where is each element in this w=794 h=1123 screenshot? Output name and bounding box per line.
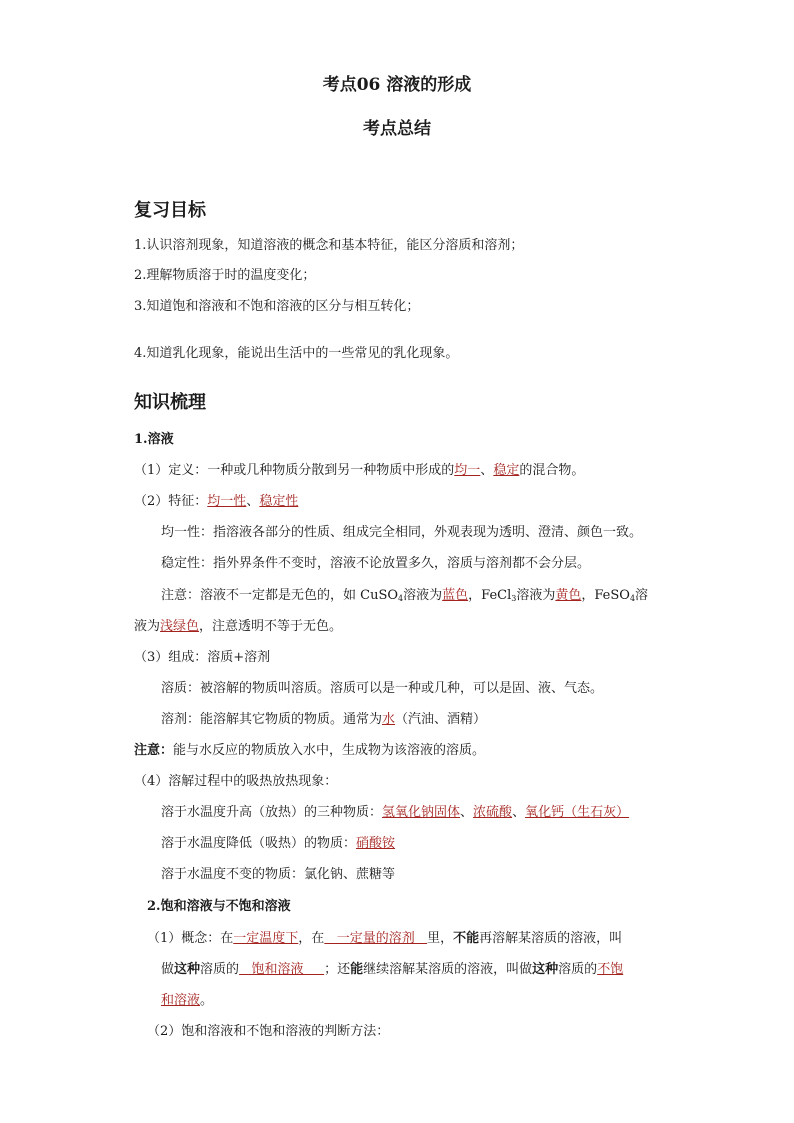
answer-certain-temperature: 一定温度下 [233, 931, 299, 946]
judge-method-line: （2）饱和溶液和不饱和溶液的判断方法： [147, 1024, 390, 1039]
concept-text: 再溶解某溶质的溶液，叫 [479, 931, 623, 946]
answer-certain-solvent: 一定量的溶剂 [324, 931, 428, 946]
concept-text: ，在 [298, 931, 325, 946]
answer-stability: 稳定性 [259, 494, 299, 509]
emphasis-this: 这种 [174, 962, 201, 977]
temperature-same-line: 溶于水温度不变的物质：氯化钠、蔗糖等 [161, 867, 396, 882]
concept-text: 溶质的 [200, 962, 240, 977]
subscript: 4 [398, 594, 404, 603]
reaction-note-line [134, 739, 485, 758]
heat-line: （4）溶解过程中的吸热放热现象： [134, 774, 338, 789]
concept-text: （1）概念：在 [147, 931, 234, 946]
separator: 、 [512, 805, 526, 820]
concept-line [147, 927, 622, 946]
concept-text: 溶质的 [558, 962, 598, 977]
answer-saturated-solution: 饱和溶液 [239, 962, 325, 977]
note-text: ，FeCl [468, 588, 512, 603]
page-subtitle: 考点总结 [363, 119, 431, 139]
answer-yellow: 黄色 [555, 588, 582, 603]
review-item-4: 4.知道乳化现象，能说出生活中的一些常见的乳化现象。 [134, 346, 459, 361]
composition-line: （3）组成：溶质+溶剂 [134, 650, 271, 665]
note-text: 液为 [134, 619, 161, 634]
concept-text: 做 [161, 962, 175, 977]
review-item-3: 3.知道饱和溶液和不饱和溶液的区分与相互转化； [134, 299, 420, 314]
concept-text: 。 [200, 993, 214, 1008]
answer-unsaturated-part2: 和溶液 [161, 993, 201, 1008]
separator: 、 [246, 494, 260, 509]
concept-text: 继续溶解某溶质的溶液，叫做 [363, 962, 533, 977]
review-item-1: 1.认识溶剂现象，知道溶液的概念和基本特征，能区分溶质和溶剂； [134, 238, 524, 253]
note-text: 溶液为 [403, 588, 443, 603]
answer-light-green: 浅绿色 [160, 619, 200, 634]
emphasis-this: 这种 [532, 962, 559, 977]
section-1-title: 1.溶液 [134, 432, 174, 447]
note-text: 注意：溶液不一定都是无色的，如 CuSO [161, 588, 399, 603]
solute-line: 溶质：被溶解的物质叫溶质。溶质可以是一种或几种，可以是固、液、气态。 [161, 681, 604, 696]
note-label: 注意： [134, 743, 174, 758]
page-title: 考点06 溶液的形成 [322, 75, 472, 95]
uniformity-line: 均一性：指溶液各部分的性质、组成完全相同，外观表现为透明、澄清、颜色一致。 [161, 525, 643, 540]
note-text: ，FeSO [581, 588, 630, 603]
section-2-title: 2.饱和溶液与不饱和溶液 [147, 899, 291, 914]
concept-line-3 [161, 989, 213, 1008]
rise-text: 溶于水温度升高（放热）的三种物质： [161, 805, 383, 820]
feature-line [134, 490, 298, 509]
note-text: ，注意透明不等于无色。 [199, 619, 343, 634]
solvent-suffix: （汽油、酒精） [395, 712, 487, 727]
emphasis-can: 能 [350, 962, 364, 977]
solvent-line [161, 708, 486, 727]
solvent-text: 溶剂：能溶解其它物质的物质。通常为 [161, 712, 383, 727]
subscript: 3 [511, 594, 517, 603]
note-text: 溶液为 [516, 588, 556, 603]
separator: 、 [480, 463, 494, 478]
stability-line: 稳定性：指外界条件不变时，溶液不论放置多久，溶质与溶剂都不会分层。 [161, 556, 591, 571]
concept-text: ；还 [324, 962, 351, 977]
definition-text: （1）定义：一种或几种物质分散到另一种物质中形成的 [134, 463, 455, 478]
temperature-fall-line [161, 832, 395, 851]
knowledge-heading: 知识梳理 [134, 392, 206, 413]
emphasis-cannot: 不能 [453, 931, 480, 946]
answer-stable: 稳定 [493, 463, 520, 478]
answer-blue: 蓝色 [442, 588, 469, 603]
subscript: 4 [629, 594, 636, 603]
color-note-line [161, 584, 648, 603]
concept-text: 里， [427, 931, 454, 946]
definition-line [134, 459, 584, 478]
definition-suffix: 的混合物。 [519, 463, 585, 478]
answer-sulfuric-acid: 浓硫酸 [473, 805, 513, 820]
answer-naoh: 氢氧化钠固体 [382, 805, 461, 820]
answer-unsaturated-part1: 不饱 [597, 962, 624, 977]
answer-uniformity: 均一性 [207, 494, 247, 509]
note-text: 能与水反应的物质放入水中，生成物为该溶液的溶质。 [173, 743, 486, 758]
answer-water: 水 [382, 712, 396, 727]
temperature-rise-line [161, 801, 629, 820]
review-item-2: 2.理解物质溶于时的温度变化； [134, 268, 316, 283]
note-text: 溶 [635, 588, 649, 603]
answer-uniform: 均一 [454, 463, 481, 478]
color-note-line-2 [134, 615, 342, 634]
concept-line-2 [161, 958, 623, 977]
answer-ammonium-nitrate: 硝酸铵 [356, 836, 396, 851]
separator: 、 [460, 805, 474, 820]
review-heading: 复习目标 [134, 200, 206, 221]
answer-cao: 氧化钙（生石灰） [525, 805, 630, 820]
fall-text: 溶于水温度降低（吸热）的物质： [161, 836, 357, 851]
feature-label: （2）特征： [134, 494, 208, 509]
